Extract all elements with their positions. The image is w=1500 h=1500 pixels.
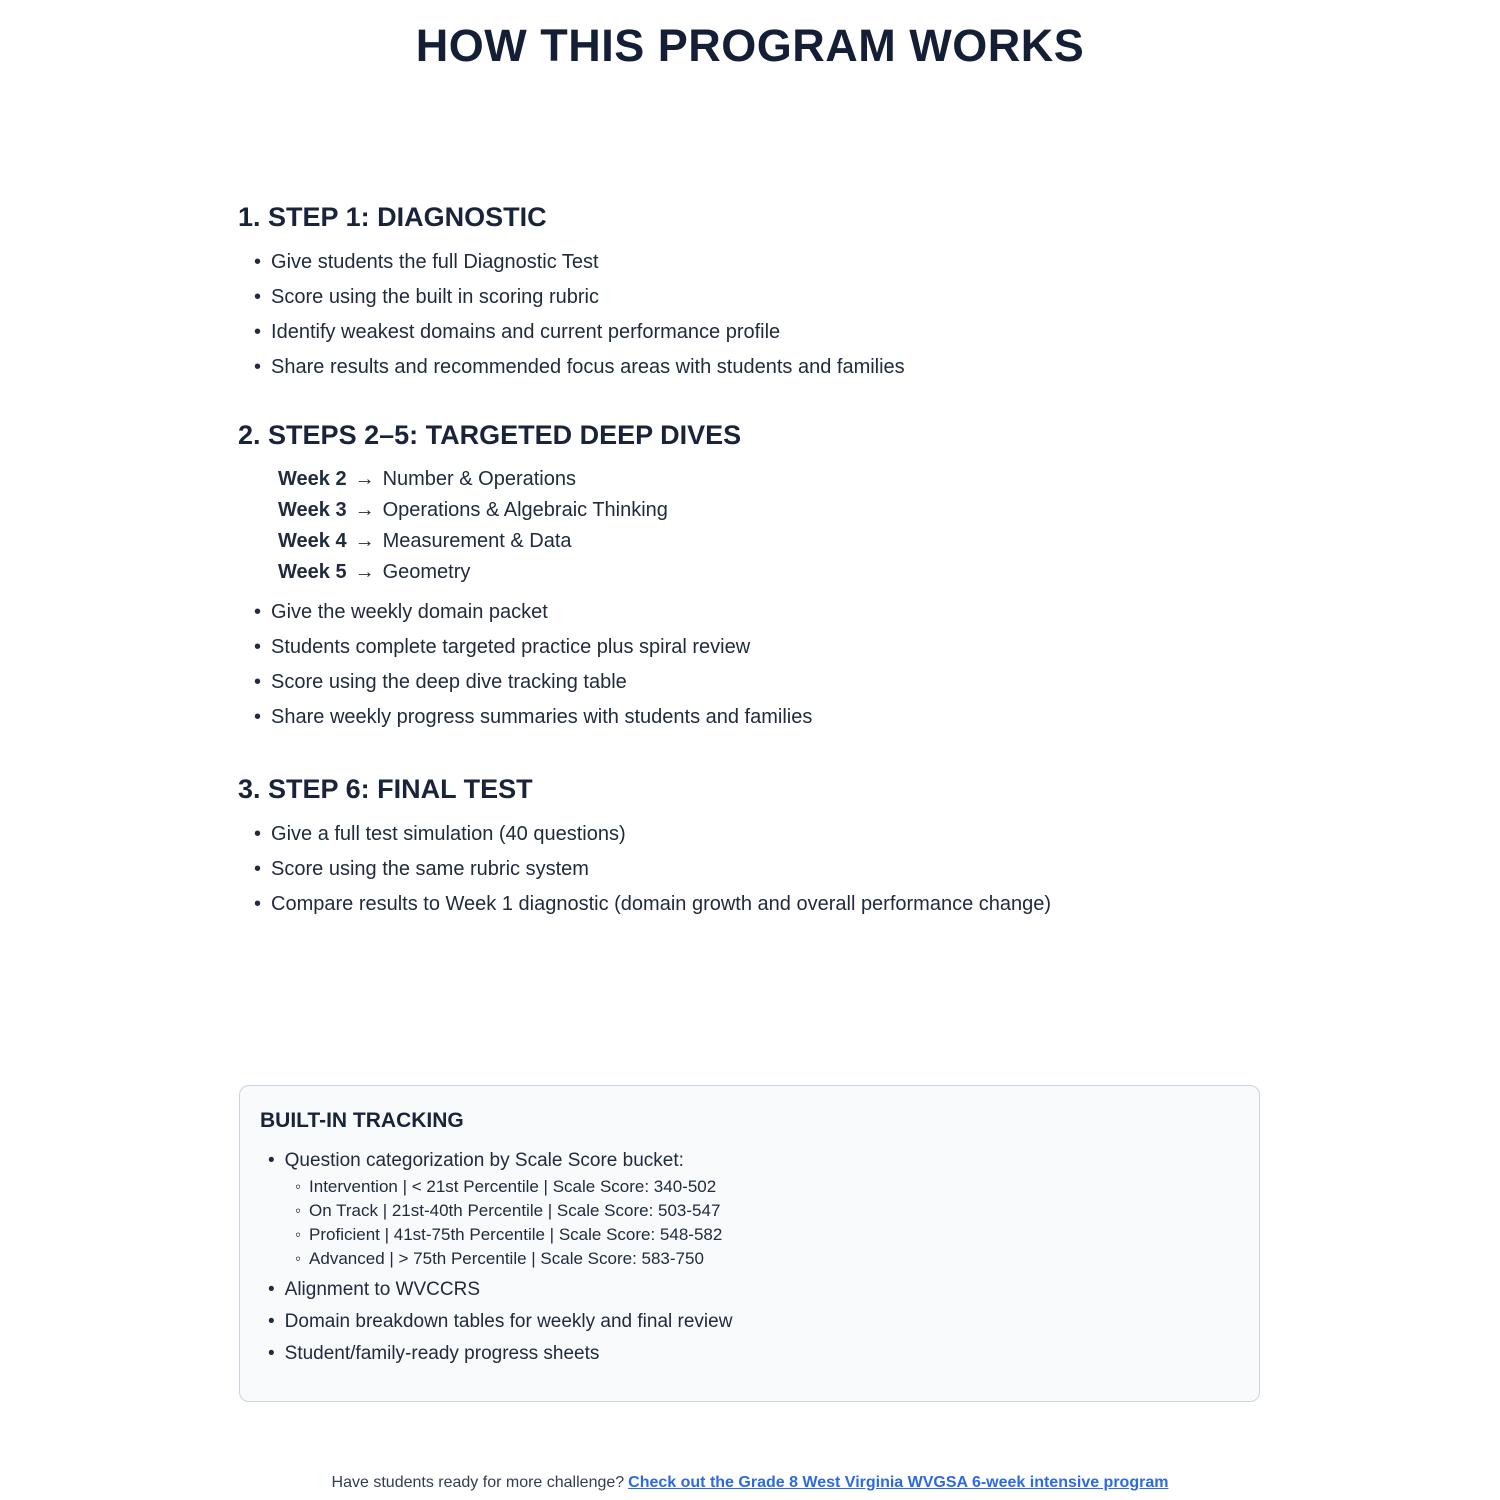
sub-bullet-icon: ◦ xyxy=(295,1177,302,1196)
arrow-icon: → xyxy=(354,561,375,583)
list-item xyxy=(254,706,1278,728)
sub-bullet-icon: ◦ xyxy=(295,1225,302,1244)
footer-link[interactable]: Check out the Grade 8 West Virginia WVGSA 6-week intensive program xyxy=(628,1474,1169,1491)
bullet-icon: • xyxy=(254,893,262,915)
section-heading xyxy=(238,774,1278,805)
footer-text: Have students ready for more challenge? xyxy=(331,1474,625,1491)
list-item-text: Question categorization by Scale Score bucket: xyxy=(284,1150,684,1171)
bullet-icon: • xyxy=(254,636,262,658)
bullet-list xyxy=(238,251,1278,378)
list-item xyxy=(268,1150,1235,1268)
list-item xyxy=(268,1343,1235,1364)
list-item-text: Give students the full Diagnostic Test xyxy=(271,251,599,273)
scale-score-bucket-list xyxy=(295,1178,1235,1268)
list-item xyxy=(254,356,1278,378)
bullet-icon: • xyxy=(268,1150,275,1171)
arrow-icon: → xyxy=(354,530,375,552)
sub-list-item xyxy=(295,1250,1235,1268)
bullet-icon: • xyxy=(268,1279,275,1300)
sub-list-item xyxy=(295,1226,1235,1244)
sub-list-item xyxy=(295,1202,1235,1220)
sub-bullet-icon: ◦ xyxy=(295,1201,302,1220)
bullet-icon: • xyxy=(268,1311,275,1332)
week-topic: Measurement & Data xyxy=(382,530,572,552)
bullet-icon: • xyxy=(254,286,262,308)
bullet-icon: • xyxy=(254,356,262,378)
section-step-1-diagnostic xyxy=(238,202,1278,378)
section-heading xyxy=(238,202,1278,233)
section-heading-text: STEP 6: FINAL TEST xyxy=(268,774,533,804)
section-heading xyxy=(238,420,1278,451)
list-item xyxy=(254,893,1278,915)
arrow-icon: → xyxy=(354,468,375,490)
sub-list-item-text: Intervention | < 21st Percentile | Scale Score: 340-502 xyxy=(309,1177,717,1196)
sub-list-item-text: Proficient | 41st-75th Percentile | Scale Score: 548-582 xyxy=(309,1225,723,1244)
list-item-text: Score using the same rubric system xyxy=(271,858,589,880)
list-item xyxy=(254,601,1278,623)
section-step-6-final-test xyxy=(238,774,1278,915)
list-item-text: Share results and recommended focus areas with students and families xyxy=(271,356,905,378)
list-item xyxy=(254,321,1278,343)
list-item xyxy=(254,671,1278,693)
arrow-icon: → xyxy=(354,499,375,521)
section-heading-text: STEP 1: DIAGNOSTIC xyxy=(268,202,547,232)
weekly-schedule-list xyxy=(278,469,1278,583)
week-topic: Operations & Algebraic Thinking xyxy=(382,499,668,521)
section-number: 2. xyxy=(238,420,261,450)
week-row xyxy=(278,469,1278,490)
section-number: 3. xyxy=(238,774,261,804)
week-label: Week 3 xyxy=(278,499,347,521)
week-row xyxy=(278,500,1278,521)
section-heading-text: STEPS 2–5: TARGETED DEEP DIVES xyxy=(268,420,742,450)
week-label: Week 5 xyxy=(278,561,347,583)
list-item-text: Alignment to WVCCRS xyxy=(284,1279,480,1300)
list-item xyxy=(254,636,1278,658)
list-item xyxy=(268,1311,1235,1332)
list-item xyxy=(254,286,1278,308)
sub-list-item-text: On Track | 21st-40th Percentile | Scale Score: 503-547 xyxy=(309,1201,721,1220)
list-item-text: Compare results to Week 1 diagnostic (domain growth and overall performance change) xyxy=(271,893,1052,915)
list-item-text: Score using the deep dive tracking table xyxy=(271,671,627,693)
bullet-list xyxy=(238,601,1278,728)
tracking-bullet-list xyxy=(260,1150,1235,1364)
bullet-icon: • xyxy=(254,321,262,343)
list-item-text: Give the weekly domain packet xyxy=(271,601,548,623)
bullet-icon: • xyxy=(254,251,262,273)
week-label: Week 4 xyxy=(278,530,347,552)
tracking-box-heading: BUILT-IN TRACKING xyxy=(260,1109,464,1132)
section-steps-2-5-deep-dives xyxy=(238,420,1278,728)
week-topic: Number & Operations xyxy=(382,468,576,490)
week-row xyxy=(278,531,1278,552)
bullet-list xyxy=(238,823,1278,915)
built-in-tracking-box xyxy=(239,1085,1260,1402)
list-item-text: Share weekly progress summaries with students and families xyxy=(271,706,813,728)
week-row xyxy=(278,562,1278,583)
list-item-text: Score using the built in scoring rubric xyxy=(271,286,599,308)
section-number: 1. xyxy=(238,202,261,232)
sub-list-item-text: Advanced | > 75th Percentile | Scale Score: 583-750 xyxy=(309,1249,704,1268)
list-item xyxy=(254,823,1278,845)
bullet-icon: • xyxy=(268,1343,275,1364)
week-label: Week 2 xyxy=(278,468,347,490)
list-item-text: Give a full test simulation (40 questions) xyxy=(271,823,626,845)
document-body xyxy=(238,202,1278,1402)
list-item xyxy=(268,1279,1235,1300)
footer xyxy=(0,1474,1500,1492)
list-item-text: Identify weakest domains and current performance profile xyxy=(271,321,781,343)
bullet-icon: • xyxy=(254,671,262,693)
bullet-icon: • xyxy=(254,858,262,880)
list-item-text: Domain breakdown tables for weekly and final review xyxy=(284,1311,733,1332)
list-item-text: Student/family-ready progress sheets xyxy=(284,1343,600,1364)
list-item xyxy=(254,858,1278,880)
list-item-text: Students complete targeted practice plus spiral review xyxy=(271,636,751,658)
sub-list-item xyxy=(295,1178,1235,1196)
page-title: HOW THIS PROGRAM WORKS xyxy=(415,20,1085,71)
week-topic: Geometry xyxy=(382,561,471,583)
bullet-icon: • xyxy=(254,601,262,623)
bullet-icon: • xyxy=(254,706,262,728)
sub-bullet-icon: ◦ xyxy=(295,1249,302,1268)
bullet-icon: • xyxy=(254,823,262,845)
list-item xyxy=(254,251,1278,273)
